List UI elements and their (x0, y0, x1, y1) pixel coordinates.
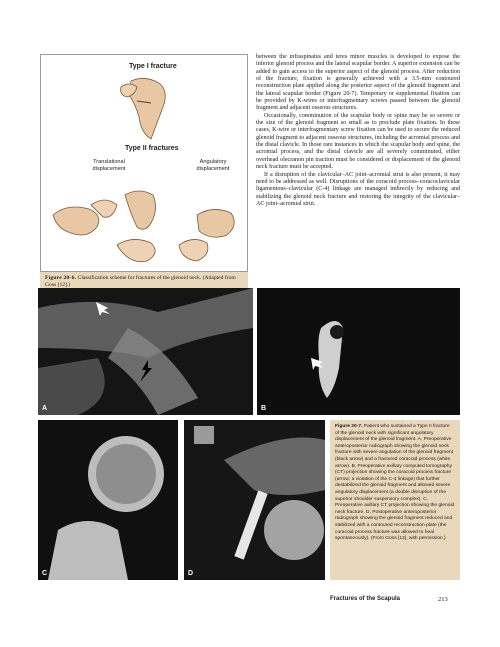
ct-scan-c (38, 420, 178, 580)
caption-text: Classification scheme for fractures of the glenoid neck. (Adapted from Goss [12].) (45, 275, 236, 288)
figure-20-6-illustration (40, 54, 248, 272)
panel-label-d: D (188, 570, 194, 577)
panel-label-c: C (42, 570, 48, 577)
panel-label-b: B (261, 405, 267, 412)
paragraph: Occasionally, comminution of the scapular body or spine may be so severe or the size of the glenoid fragment so small as to preclude plate fixation. In these cases, K-wire or interfragmentary screw fixation can be used to secure the reduced glenoid fragment to adjacent osseous structures, including the acromial process and the distal clavicle. In those rare instances in which the scapular body and spine, the acromial process, and the distal clavicle are all severely comminuted, either overhead olecranon pin traction must be considered or displacement of the glenoid neck fracture must be accepted. (256, 112, 460, 171)
radiograph-a (38, 288, 253, 415)
type1-scapula-drawing (111, 73, 181, 145)
type2-scapula-drawings (47, 175, 243, 269)
figure-20-7-caption (330, 420, 460, 580)
radiograph-a-image (38, 288, 253, 415)
type1-label: Type I fracture (129, 63, 177, 70)
running-footer-title: Fractures of the Scapula (330, 596, 401, 602)
ct-scan-b (257, 288, 460, 415)
radiograph-d (184, 420, 325, 580)
paragraph: between the infraspinatus and teres minor muscles is developed to expose the inferior glenoid process and the lateral scapular border. A superior extension can be added to gain access to the superior aspect of the glenoid process. After reduction of the fracture, fixation is generally achieved with a 3.5-mm contoured reconstruction plate applied along the posterior aspect of the glenoid fragment and the lateral scapular border (Figure 20-7). Temporary or supplemental fixation can be provided by K-wires or interfragmentary screws passed between the glenoid fragment and adjacent osseous structures. (256, 54, 460, 112)
page-number: 213 (438, 596, 448, 603)
radiograph-d-image (184, 420, 325, 580)
ct-scan-b-image (257, 288, 460, 415)
type2-label: Type II fractures (125, 145, 179, 152)
paragraph: If a disruption of the clavicular–AC joint–acromial strut is also present, it may need to be addressed as well. Disruptions of the coracoid process–coracoclavicular ligamentous–clavicular (C-4) linkage are managed indirectly by reducing and stabilizing the glenoid neck fracture and restoring the integrity of the clavicular–AC joint–acromial strut. (256, 171, 460, 207)
caption-text: Patient who sustained a Type II fracture of the glenoid neck with significant angulatory displacement of the glenoid fragment. A, Preoperative anteroposterior radiograph showing the glenoid neck fracture with severe angulation of the glenoid fragment (black arrow) and a fractured coracoid process (white arrow). B, Preoperative axillary computed tomography (CT) projection showing the coracoid process fracture (arrow; a violation of the C-4 linkage) that further destabilized the glenoid fragment and allowed severe angulatory displacement (a double disruption of the superior shoulder suspensory complex). C, Preoperative axillary CT projection showing the glenoid neck fracture. D, Postoperative anteroposterior radiograph showing the glenoid fragment reduced and stabilized with a contoured reconstruction plate (the coracoid process fracture was allowed to heal spontaneously). (From Goss [12], with permission.) (335, 424, 455, 542)
translational-label: Translational displacement (92, 159, 126, 172)
panel-label-a: A (42, 405, 48, 412)
body-text (256, 54, 460, 208)
caption-lead: Figure 20-7. (335, 424, 363, 429)
angulatory-label: Angulatory displacement (196, 159, 230, 172)
ct-scan-c-image (38, 420, 178, 580)
caption-lead: Figure 20-6. (45, 275, 77, 281)
